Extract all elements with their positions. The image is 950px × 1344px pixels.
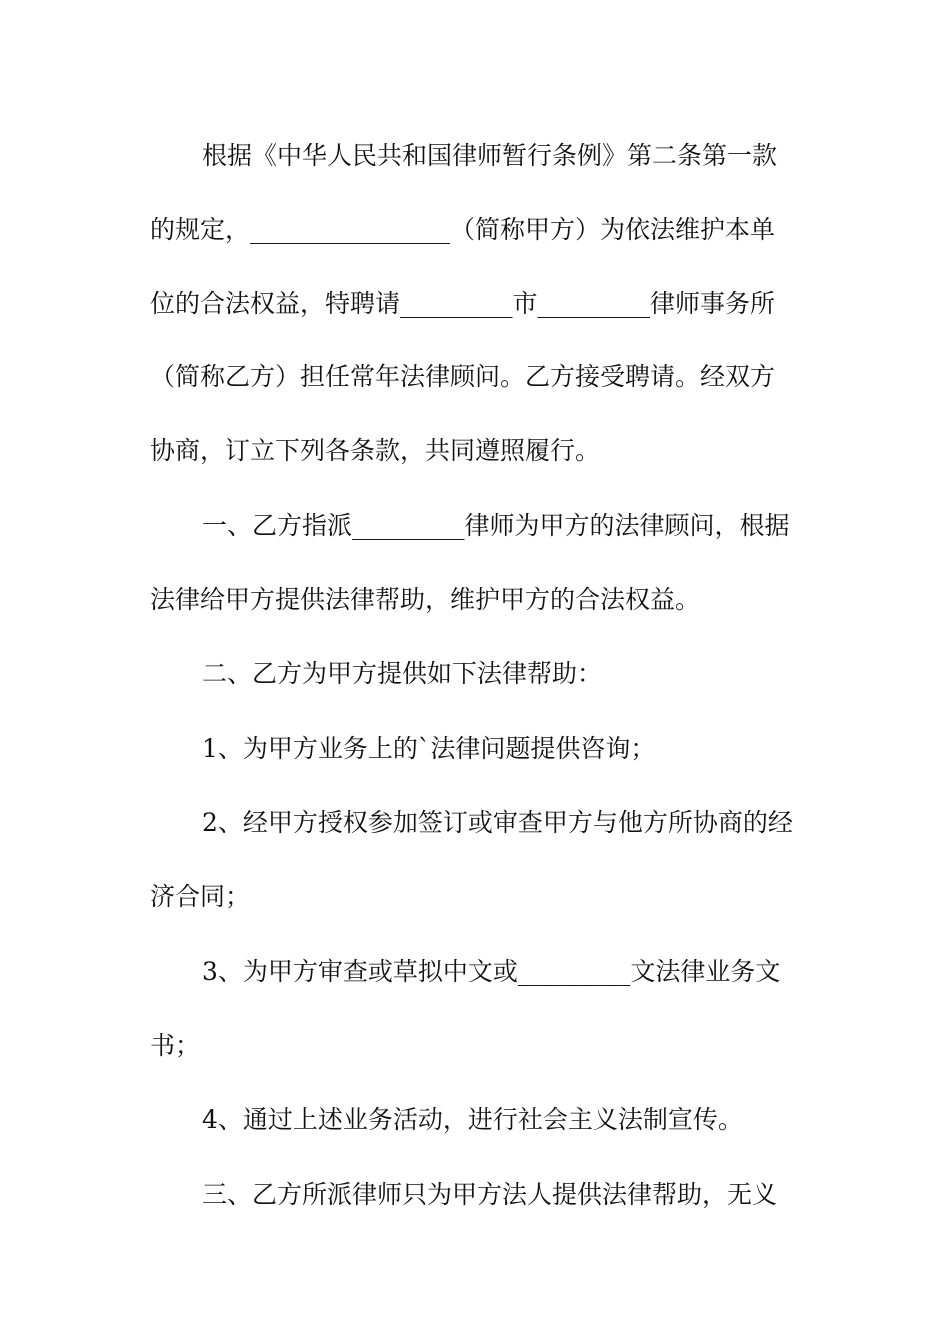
paragraph-line: 位的合法权益，特聘请_________市_________律师事务所 bbox=[150, 289, 776, 318]
paragraph-line: 3、为甲方审查或草拟中文或_________文法律业务文 bbox=[202, 957, 781, 986]
paragraph-line: 协商，订立下列各条款，共同遵照履行。 bbox=[150, 436, 601, 465]
paragraph-line: 根据《中华人民共和国律师暂行条例》第二条第一款 bbox=[202, 141, 778, 170]
paragraph-line: 三、乙方所派律师只为甲方法人提供法律帮助，无义 bbox=[202, 1180, 778, 1209]
paragraph-line: 一、乙方指派_________律师为甲方的法律顾问，根据 bbox=[202, 511, 790, 540]
paragraph-line: （简称乙方）担任常年法律顾问。乙方接受聘请。经双方 bbox=[150, 362, 776, 391]
paragraph-line: 书； bbox=[150, 1031, 201, 1060]
paragraph-line: 济合同； bbox=[150, 882, 251, 911]
paragraph-line: 4、通过上述业务活动，进行社会主义法制宣传。 bbox=[202, 1105, 743, 1134]
paragraph-line: 法律给甲方提供法律帮助，维护甲方的合法权益。 bbox=[150, 585, 701, 614]
paragraph-line: 2、经甲方授权参加签订或审查甲方与他方所协商的经 bbox=[202, 808, 793, 837]
paragraph-line: 二、乙方为甲方提供如下法律帮助： bbox=[202, 659, 603, 688]
paragraph-line: 1、为甲方业务上的`法律问题提供咨询； bbox=[202, 734, 656, 763]
paragraph-line: 的规定，________________（简称甲方）为依法维护本单 bbox=[150, 215, 776, 244]
